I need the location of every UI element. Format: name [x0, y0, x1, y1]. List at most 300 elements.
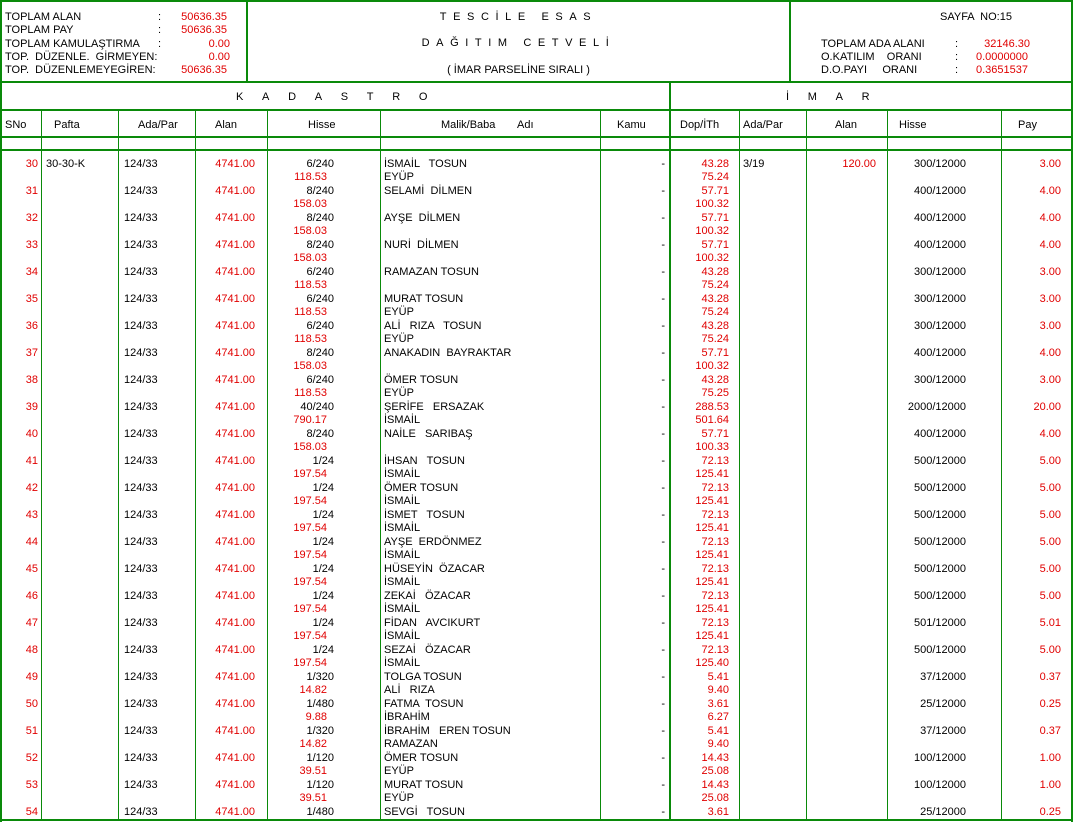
- cell-hisse: 1/480: [306, 698, 334, 710]
- cell-alan: 4741.00: [215, 374, 255, 386]
- cell-malik: MURAT TOSUN: [384, 293, 464, 305]
- cell-baba: İSMAİL: [384, 630, 421, 642]
- cell-pay: 3.00: [1039, 374, 1061, 386]
- cell-pay: 1.00: [1039, 752, 1061, 764]
- cell-kamu: -: [661, 725, 665, 737]
- col-line: [600, 110, 601, 820]
- cell-kamu: -: [661, 158, 665, 170]
- col-header-kamu: Kamu: [617, 119, 646, 131]
- cell-i-hisse: 400/12000: [914, 185, 966, 197]
- cell-hisse2: 39.51: [299, 765, 327, 777]
- cell-pay: 0.37: [1039, 671, 1061, 683]
- cell-hisse2: 118.53: [294, 306, 327, 318]
- cell-i-hisse: 100/12000: [914, 779, 966, 791]
- cell-malik: AYŞE ERDÖNMEZ: [384, 536, 482, 548]
- cell-dop2: 125.41: [695, 549, 729, 561]
- cell-kamu: -: [661, 212, 665, 224]
- cell-hisse2: 197.54: [293, 603, 327, 615]
- cell-alan: 4741.00: [215, 239, 255, 251]
- cell-kamu: -: [661, 590, 665, 602]
- cell-dop2: 75.24: [701, 333, 729, 345]
- cell-kamu: -: [661, 266, 665, 278]
- spacer-bottom-line: [0, 149, 1073, 151]
- section-bottom-line: [0, 109, 1073, 111]
- cell-sno: 44: [25, 536, 38, 548]
- header-divider-2: [789, 0, 791, 82]
- cell-baba: İSMAİL: [384, 657, 421, 669]
- cell-sno: 46: [25, 590, 38, 602]
- cell-alan: 4741.00: [215, 401, 255, 413]
- cell-dop2: 125.40: [695, 657, 729, 669]
- summary-value: 0.00: [208, 38, 230, 50]
- cell-i-hisse: 37/12000: [920, 671, 966, 683]
- cell-hisse: 1/24: [312, 617, 334, 629]
- cell-dop: 14.43: [701, 752, 729, 764]
- cell-dop2: 25.08: [701, 792, 729, 804]
- cell-dop: 72.13: [701, 509, 729, 521]
- cell-sno: 35: [25, 293, 38, 305]
- cell-alan: 4741.00: [215, 644, 255, 656]
- summary-value: 50636.35: [181, 24, 227, 36]
- cell-malik: FATMA TOSUN: [384, 698, 464, 710]
- cell-pay: 3.00: [1039, 293, 1061, 305]
- col-header-imar-adapar: Ada/Par: [743, 119, 783, 131]
- cell-hisse: 1/24: [312, 455, 334, 467]
- summary-label: TOP. DÜZENLEMEYEGİREN:: [5, 64, 156, 76]
- cell-dop: 57.71: [701, 185, 729, 197]
- cell-i-hisse: 300/12000: [914, 320, 966, 332]
- cell-hisse: 8/240: [306, 347, 334, 359]
- cell-hisse2: 197.54: [293, 522, 327, 534]
- cell-hisse: 6/240: [306, 374, 334, 386]
- cell-adapar: 124/33: [124, 806, 158, 818]
- cell-dop2: 75.24: [701, 306, 729, 318]
- cell-dop: 72.13: [701, 590, 729, 602]
- cell-adapar: 124/33: [124, 293, 158, 305]
- cell-dop2: 125.41: [695, 522, 729, 534]
- cell-kamu: -: [661, 239, 665, 251]
- col-header-alan: Alan: [215, 119, 238, 131]
- cell-pay: 5.00: [1039, 509, 1061, 521]
- summary-colon: :: [158, 11, 162, 23]
- cell-hisse: 1/24: [312, 644, 334, 656]
- cell-pay: 3.00: [1039, 158, 1061, 170]
- cell-dop: 288.53: [695, 401, 729, 413]
- cell-i-hisse: 500/12000: [914, 455, 966, 467]
- cell-hisse2: 118.53: [294, 333, 327, 345]
- cell-dop: 72.13: [701, 563, 729, 575]
- cell-hisse2: 118.53: [294, 171, 327, 183]
- cell-i-hisse: 300/12000: [914, 293, 966, 305]
- summary-label: TOPLAM PAY: [5, 24, 74, 36]
- cell-alan: 4741.00: [215, 158, 255, 170]
- cell-adapar: 124/33: [124, 482, 158, 494]
- cell-pay: 1.00: [1039, 779, 1061, 791]
- cell-i-adapar: 3/19: [743, 158, 765, 170]
- cell-malik: ŞERİFE ERSAZAK: [384, 401, 485, 413]
- cell-dop2: 75.24: [701, 171, 729, 183]
- cell-dop: 5.41: [707, 725, 729, 737]
- cell-i-hisse: 400/12000: [914, 239, 966, 251]
- cell-kamu: -: [661, 752, 665, 764]
- cell-pay: 4.00: [1039, 212, 1061, 224]
- cell-adapar: 124/33: [124, 698, 158, 710]
- cell-i-hisse: 400/12000: [914, 212, 966, 224]
- cell-alan: 4741.00: [215, 698, 255, 710]
- col-header-adapar: Ada/Par: [138, 119, 178, 131]
- cell-baba: İSMAİL: [384, 549, 421, 561]
- cell-i-hisse: 501/12000: [914, 617, 966, 629]
- cell-malik: ANAKADIN BAYRAKTAR: [384, 347, 512, 359]
- cell-alan: 4741.00: [215, 455, 255, 467]
- cell-i-hisse: 500/12000: [914, 536, 966, 548]
- cell-dop: 14.43: [701, 779, 729, 791]
- cell-dop2: 125.41: [695, 495, 729, 507]
- cell-dop2: 100.32: [695, 252, 729, 264]
- cell-hisse2: 14.82: [299, 738, 327, 750]
- cell-malik: HÜSEYİN ÖZACAR: [384, 563, 485, 575]
- cell-i-hisse: 100/12000: [914, 752, 966, 764]
- cell-baba: İSMAİL: [384, 576, 421, 588]
- cell-sno: 54: [25, 806, 38, 818]
- cell-adapar: 124/33: [124, 644, 158, 656]
- cell-kamu: -: [661, 617, 665, 629]
- cell-sno: 30: [25, 158, 38, 170]
- cell-hisse: 1/320: [306, 725, 334, 737]
- summary-value: 50636.35: [181, 11, 227, 23]
- cell-kamu: -: [661, 320, 665, 332]
- summary-value: 32146.30: [984, 38, 1030, 50]
- cell-dop: 57.71: [701, 347, 729, 359]
- cell-dop2: 100.32: [695, 225, 729, 237]
- cell-hisse2: 118.53: [294, 387, 327, 399]
- cell-hisse: 40/240: [300, 401, 334, 413]
- col-line: [380, 110, 381, 820]
- cell-sno: 33: [25, 239, 38, 251]
- cell-dop: 3.61: [707, 806, 729, 818]
- col-header-pafta: Pafta: [54, 119, 80, 131]
- cell-adapar: 124/33: [124, 671, 158, 683]
- col-header-pay: Pay: [1018, 119, 1037, 131]
- cell-i-hisse: 500/12000: [914, 644, 966, 656]
- cell-sno: 48: [25, 644, 38, 656]
- summary-label: D.O.PAYI ORANI: [821, 64, 918, 76]
- cell-adapar: 124/33: [124, 590, 158, 602]
- cell-pay: 5.00: [1039, 455, 1061, 467]
- cell-alan: 4741.00: [215, 779, 255, 791]
- cell-hisse: 1/120: [306, 779, 334, 791]
- cell-alan: 4741.00: [215, 293, 255, 305]
- col-header-malik: Malik/Baba: [441, 119, 496, 131]
- cell-malik: MURAT TOSUN: [384, 779, 464, 791]
- col-header-imar-hisse: Hisse: [899, 119, 927, 131]
- cell-kamu: -: [661, 347, 665, 359]
- cell-adapar: 124/33: [124, 212, 158, 224]
- col-line: [118, 110, 119, 820]
- cell-malik: TOLGA TOSUN: [384, 671, 462, 683]
- cell-dop2: 100.32: [695, 360, 729, 372]
- cell-dop2: 100.33: [695, 441, 729, 453]
- cell-sno: 31: [25, 185, 38, 197]
- col-line: [739, 110, 740, 820]
- cell-sno: 41: [25, 455, 38, 467]
- cell-kamu: -: [661, 401, 665, 413]
- cell-pafta: 30-30-K: [46, 158, 86, 170]
- cell-malik: İBRAHİM EREN TOSUN: [384, 725, 511, 737]
- cell-hisse: 1/320: [306, 671, 334, 683]
- cell-adapar: 124/33: [124, 536, 158, 548]
- cell-alan: 4741.00: [215, 347, 255, 359]
- cell-sno: 49: [25, 671, 38, 683]
- cell-hisse2: 39.51: [299, 792, 327, 804]
- cell-dop2: 9.40: [707, 684, 729, 696]
- cell-pay: 4.00: [1039, 347, 1061, 359]
- colhead-bottom-line: [0, 136, 1073, 138]
- cell-adapar: 124/33: [124, 158, 158, 170]
- col-line: [806, 110, 807, 820]
- cell-pay: 5.00: [1039, 644, 1061, 656]
- cell-i-hisse: 2000/12000: [907, 401, 966, 413]
- cell-malik: FİDAN AVCIKURT: [384, 617, 481, 629]
- summary-value: 0.0000000: [976, 51, 1028, 63]
- cell-hisse2: 9.88: [305, 711, 327, 723]
- cell-adapar: 124/33: [124, 752, 158, 764]
- cell-baba: İSMAİL: [384, 603, 421, 615]
- cell-pay: 4.00: [1039, 428, 1061, 440]
- cell-sno: 53: [25, 779, 38, 791]
- summary-label: TOPLAM KAMULAŞTIRMA: [5, 38, 140, 50]
- cell-alan: 4741.00: [215, 185, 255, 197]
- cell-hisse2: 118.53: [294, 279, 327, 291]
- cell-alan: 4741.00: [215, 212, 255, 224]
- cell-baba: İSMAİL: [384, 468, 421, 480]
- cell-pay: 0.25: [1039, 806, 1061, 818]
- cell-adapar: 124/33: [124, 347, 158, 359]
- cell-sno: 37: [25, 347, 38, 359]
- col-header-adi: Adı: [517, 119, 534, 131]
- cell-sno: 40: [25, 428, 38, 440]
- cell-kamu: -: [661, 374, 665, 386]
- cell-i-hisse: 500/12000: [914, 590, 966, 602]
- cell-i-hisse: 25/12000: [920, 806, 966, 818]
- cell-alan: 4741.00: [215, 509, 255, 521]
- cell-hisse: 6/240: [306, 320, 334, 332]
- cell-pay: 3.00: [1039, 266, 1061, 278]
- cell-kamu: -: [661, 428, 665, 440]
- summary-label: TOPLAM ADA ALANI: [821, 38, 925, 50]
- cell-hisse2: 197.54: [293, 657, 327, 669]
- cell-adapar: 124/33: [124, 455, 158, 467]
- cell-hisse2: 158.03: [293, 225, 327, 237]
- cell-dop: 57.71: [701, 212, 729, 224]
- cell-alan: 4741.00: [215, 671, 255, 683]
- cell-alan: 4741.00: [215, 320, 255, 332]
- cell-i-hisse: 500/12000: [914, 482, 966, 494]
- cell-adapar: 124/33: [124, 185, 158, 197]
- cell-sno: 38: [25, 374, 38, 386]
- cell-dop: 72.13: [701, 455, 729, 467]
- cell-baba: EYÜP: [384, 765, 414, 777]
- col-line: [41, 110, 42, 820]
- cell-malik: İSMET TOSUN: [384, 509, 465, 521]
- cell-dop: 3.61: [707, 698, 729, 710]
- cell-alan: 4741.00: [215, 752, 255, 764]
- cell-hisse: 6/240: [306, 266, 334, 278]
- cell-sno: 42: [25, 482, 38, 494]
- frame-top: [0, 0, 1073, 2]
- cell-dop2: 501.64: [695, 414, 729, 426]
- cell-hisse: 1/24: [312, 536, 334, 548]
- cell-baba: EYÜP: [384, 387, 414, 399]
- cell-adapar: 124/33: [124, 428, 158, 440]
- cell-kamu: -: [661, 698, 665, 710]
- cell-kamu: -: [661, 455, 665, 467]
- cell-hisse2: 14.82: [299, 684, 327, 696]
- cell-kamu: -: [661, 671, 665, 683]
- cell-kamu: -: [661, 482, 665, 494]
- cell-hisse: 1/24: [312, 590, 334, 602]
- cell-dop: 72.13: [701, 644, 729, 656]
- cell-malik: SELAMİ DİLMEN: [384, 185, 473, 197]
- cell-pay: 0.37: [1039, 725, 1061, 737]
- cell-hisse2: 158.03: [293, 252, 327, 264]
- cell-dop: 57.71: [701, 239, 729, 251]
- cell-hisse: 1/120: [306, 752, 334, 764]
- cell-sno: 50: [25, 698, 38, 710]
- cell-i-hisse: 300/12000: [914, 158, 966, 170]
- summary-label: O.KATILIM ORANI: [821, 51, 922, 63]
- cell-baba: EYÜP: [384, 171, 414, 183]
- cell-dop: 57.71: [701, 428, 729, 440]
- cell-sno: 51: [25, 725, 38, 737]
- title-line-2: DAĞITIM CETVELİ: [421, 37, 616, 49]
- summary-label: TOPLAM ALAN: [5, 11, 82, 23]
- cell-hisse2: 158.03: [293, 198, 327, 210]
- col-header-imar-alan: Alan: [835, 119, 858, 131]
- cell-alan: 4741.00: [215, 725, 255, 737]
- cell-hisse: 8/240: [306, 185, 334, 197]
- cell-hisse2: 158.03: [293, 441, 327, 453]
- cell-sno: 47: [25, 617, 38, 629]
- cell-hisse: 1/24: [312, 509, 334, 521]
- cell-sno: 52: [25, 752, 38, 764]
- cell-malik: ALİ RIZA TOSUN: [384, 320, 482, 332]
- summary-colon: :: [158, 24, 162, 36]
- cell-malik: ÖMER TOSUN: [384, 482, 459, 494]
- cell-i-hisse: 25/12000: [920, 698, 966, 710]
- cell-malik: AYŞE DİLMEN: [384, 212, 461, 224]
- col-header-dop: Dop/İTh: [680, 119, 720, 131]
- cell-baba: İSMAİL: [384, 414, 421, 426]
- cell-adapar: 124/33: [124, 509, 158, 521]
- cell-malik: NURİ DİLMEN: [384, 239, 459, 251]
- cell-i-hisse: 400/12000: [914, 428, 966, 440]
- summary-colon: :: [158, 38, 162, 50]
- cell-baba: EYÜP: [384, 792, 414, 804]
- cell-adapar: 124/33: [124, 266, 158, 278]
- cell-adapar: 124/33: [124, 374, 158, 386]
- cell-i-hisse: 300/12000: [914, 266, 966, 278]
- cell-malik: SEZAİ ÖZACAR: [384, 644, 471, 656]
- cell-adapar: 124/33: [124, 239, 158, 251]
- cell-i-hisse: 400/12000: [914, 347, 966, 359]
- cell-malik: ÖMER TOSUN: [384, 374, 459, 386]
- cell-dop: 43.28: [701, 266, 729, 278]
- summary-label: TOP. DÜZENLE. GİRMEYEN:: [5, 51, 158, 63]
- cell-baba: EYÜP: [384, 333, 414, 345]
- cell-i-alan: 120.00: [842, 158, 876, 170]
- cell-dop2: 9.40: [707, 738, 729, 750]
- cell-pay: 5.00: [1039, 563, 1061, 575]
- cell-kamu: -: [661, 563, 665, 575]
- cell-hisse2: 158.03: [293, 360, 327, 372]
- cell-dop2: 125.41: [695, 468, 729, 480]
- cell-i-hisse: 300/12000: [914, 374, 966, 386]
- cell-adapar: 124/33: [124, 617, 158, 629]
- cell-kamu: -: [661, 536, 665, 548]
- cell-kamu: -: [661, 779, 665, 791]
- cell-pay: 3.00: [1039, 320, 1061, 332]
- cell-sno: 39: [25, 401, 38, 413]
- cell-dop: 5.41: [707, 671, 729, 683]
- cell-dop: 72.13: [701, 536, 729, 548]
- header-bottom-line: [0, 81, 1073, 83]
- cell-dop2: 25.08: [701, 765, 729, 777]
- cell-dop2: 75.25: [701, 387, 729, 399]
- summary-colon: :: [955, 38, 959, 50]
- cell-dop2: 6.27: [707, 711, 729, 723]
- cell-hisse: 1/480: [306, 806, 334, 818]
- col-header-sno: SNo: [5, 119, 27, 131]
- cell-hisse: 8/240: [306, 239, 334, 251]
- cell-dop2: 125.41: [695, 630, 729, 642]
- cell-baba: İSMAİL: [384, 522, 421, 534]
- cell-baba: İSMAİL: [384, 495, 421, 507]
- cell-malik: NAİLE SARIBAŞ: [384, 428, 473, 440]
- cell-hisse2: 790.17: [293, 414, 327, 426]
- cell-hisse: 1/24: [312, 482, 334, 494]
- page-number: SAYFA NO:15: [940, 11, 1012, 23]
- cell-adapar: 124/33: [124, 779, 158, 791]
- summary-colon: :: [955, 64, 959, 76]
- cell-dop: 43.28: [701, 158, 729, 170]
- cell-baba: EYÜP: [384, 306, 414, 318]
- cell-hisse: 8/240: [306, 212, 334, 224]
- cell-i-hisse: 37/12000: [920, 725, 966, 737]
- cell-dop: 43.28: [701, 374, 729, 386]
- section-kadastro: KADASTRO: [236, 91, 447, 103]
- summary-value: 0.00: [208, 51, 230, 63]
- cell-pay: 5.00: [1039, 590, 1061, 602]
- frame-bottom: [0, 819, 1073, 821]
- cell-dop: 43.28: [701, 320, 729, 332]
- cell-pay: 5.00: [1039, 482, 1061, 494]
- cell-hisse: 6/240: [306, 158, 334, 170]
- summary-value: 50636.35: [181, 64, 227, 76]
- cell-adapar: 124/33: [124, 725, 158, 737]
- cell-alan: 4741.00: [215, 536, 255, 548]
- cell-dop2: 75.24: [701, 279, 729, 291]
- cell-sno: 43: [25, 509, 38, 521]
- cell-pay: 5.01: [1039, 617, 1061, 629]
- cell-pay: 0.25: [1039, 698, 1061, 710]
- cell-sno: 45: [25, 563, 38, 575]
- cell-adapar: 124/33: [124, 320, 158, 332]
- cell-hisse: 6/240: [306, 293, 334, 305]
- cell-kamu: -: [661, 806, 665, 818]
- cell-alan: 4741.00: [215, 266, 255, 278]
- cell-pay: 4.00: [1039, 239, 1061, 251]
